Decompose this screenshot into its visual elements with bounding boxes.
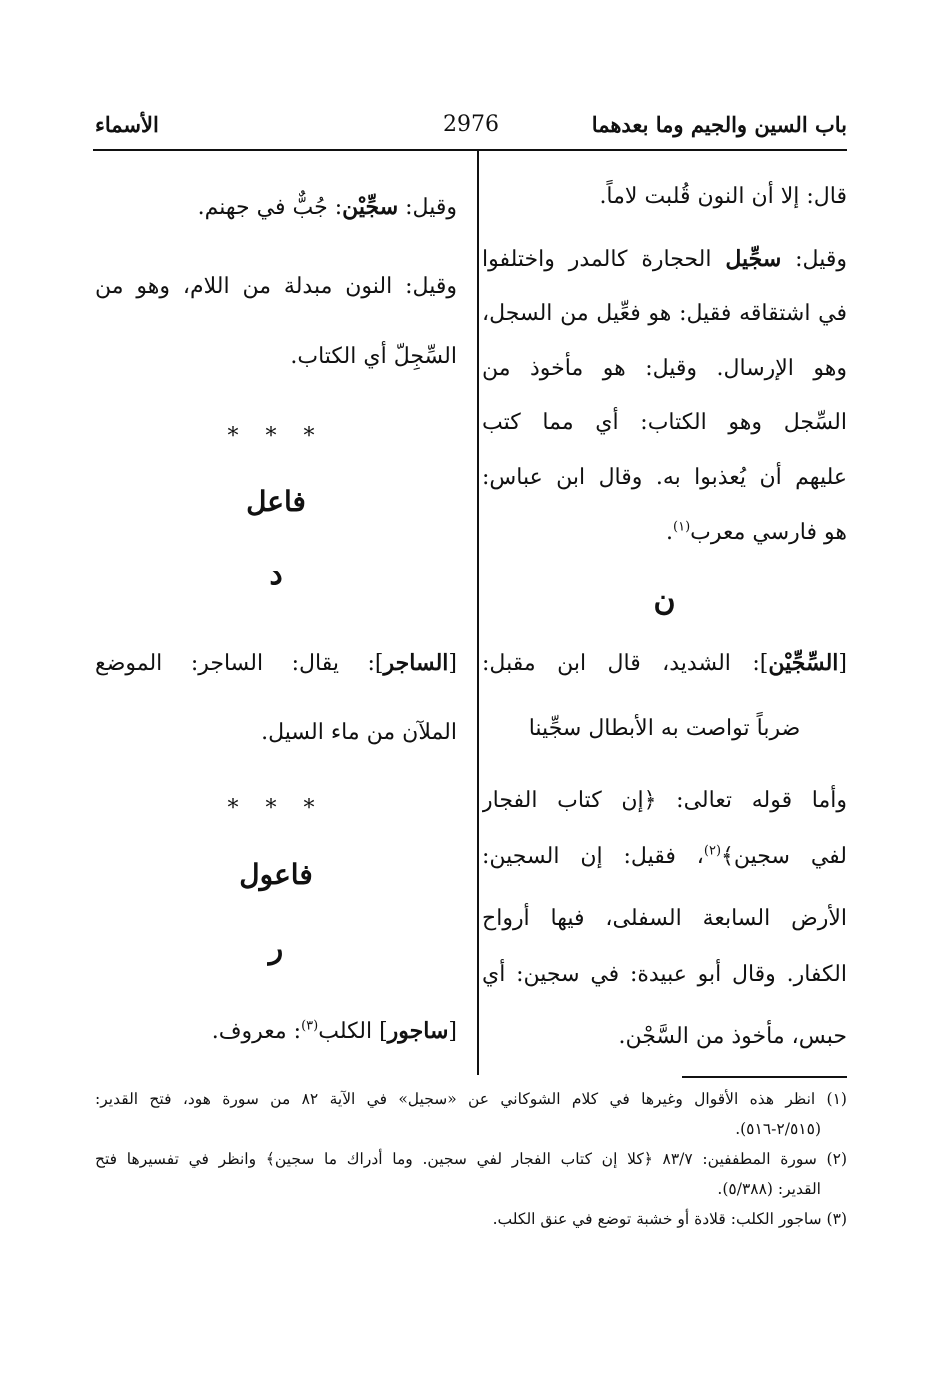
footnote-1: (١) انظر هذه الأقوال وغيرها في كلام الشوكاني عن «سجيل» في الآية ٨٢ من سورة هود، فتح القدير: [95,1090,847,1108]
text-line: في اشتقاقه فقيل: هو فعِّيل من السجل، [482,301,847,326]
chapter-title: باب السين والجيم وما بعدهما [591,112,847,137]
text-line: وقيل: النون مبدلة من اللام، وهو من [95,274,457,299]
section-separator: * * * [227,796,325,821]
section-heading: فاعل [246,485,306,518]
text-line: وهو الإرسال. وقيل: هو مأخوذ من [482,356,847,381]
footnote-ref: (٢) [703,843,722,859]
section-title: الأسماء [95,112,159,137]
text-line: الأرض السابعة السفلى، فيها أرواح [482,906,847,931]
keyword: سجِّيْن [342,194,399,220]
page-header [95,112,847,148]
keyword: الساجر [383,650,449,676]
text-line: [الساجر]: يقال: الساجر: الموضع [95,650,457,676]
footnote-ref: (٣) [301,1018,319,1034]
text-line: هو فارسي معرب$^{(١)}$. [666,519,847,545]
text-line: الكفار. وقال أبو عبيدة: في سجين: أي [482,962,847,987]
text-line: عليهم أن يُعذبوا به. وقال ابن عباس: [482,465,847,490]
text-line: لفي سجين﴾$^{(٢)}$، فقيل: إن السجين: [482,843,847,869]
text-line: حبس، مأخوذ من السَّجْن. [618,1024,847,1049]
verse-line: ضرباً تواصت به الأبطال سجِّينا [528,716,801,741]
text-line: الملآن من ماء السيل. [261,720,457,745]
letter-heading: د [269,557,283,592]
text-line: وقيل: سجِّيْن: جُبٌّ في جهنم. [197,194,457,220]
text-line: قال: إلا أن النون قُلبت لاماً. [599,184,847,209]
column-divider [477,151,479,1075]
section-heading: فاعول [239,858,313,891]
text-line: وقيل: سجِّيل الحجارة كالمدر واختلفوا [482,246,847,272]
footnote-ref: (١) [673,519,691,535]
keyword: ساجور [387,1018,449,1044]
footnote-2-cont: القدير: (٥/٣٨٨). [717,1180,821,1198]
text-line: [السِّجِّيْن]: الشديد، قال ابن مقبل: [482,650,847,676]
page-number: 2976 [443,112,499,137]
footnote-3: (٣) ساجور الكلب: قلادة أو خشبة توضع في عنق الكلب. [492,1210,847,1228]
keyword: السِّجِّيْن [768,650,839,676]
footnote-2: (٢) سورة المطففين: ٨٣/٧ ﴿كلا إن كتاب الفجار لفي سجين. وما أدراك ما سجين﴾ وانظر في تفسيرها فتح [95,1150,847,1168]
text-line: [ساجور] الكلب$^{(٣)}$: معروف. [211,1018,457,1044]
keyword: سجِّيل [725,246,782,272]
text-line: السِّجِلّ أي الكتاب. [290,344,457,369]
letter-heading: ر [268,931,284,966]
footnotes [95,1084,847,1234]
footnote-1-cont: (٢/٥١٥-٥١٦). [735,1120,821,1138]
section-separator: * * * [227,424,325,449]
header-rule [93,149,847,151]
text-line: السِّجل وهو الكتاب: أي مما كتب [482,410,847,435]
footnote-rule [682,1076,847,1078]
text-line: وأما قوله تعالى: ﴿إن كتاب الفجار [482,788,847,813]
letter-heading: ن [653,583,676,618]
